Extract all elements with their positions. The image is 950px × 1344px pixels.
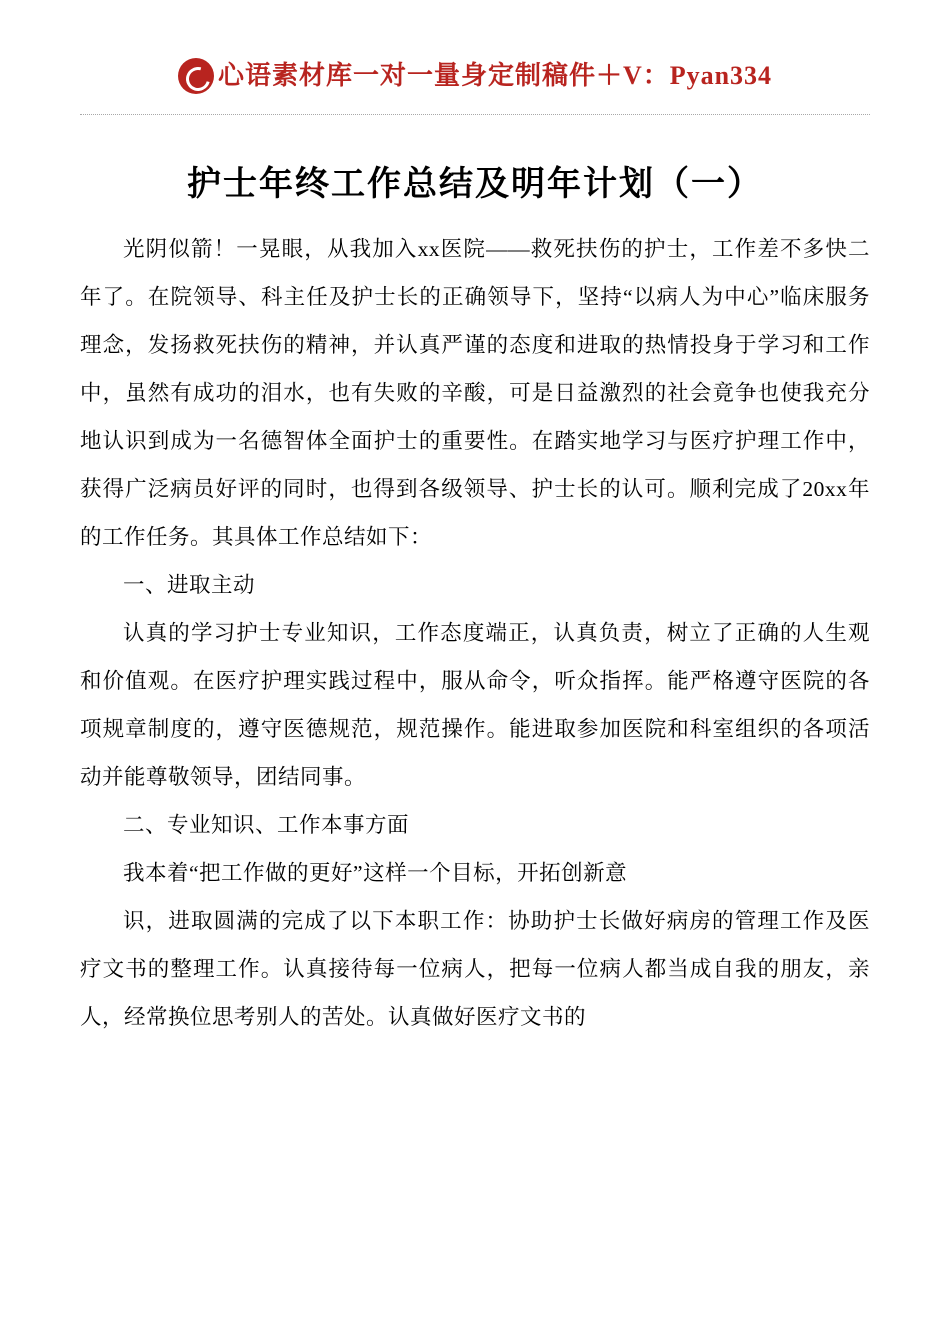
- circular-red-logo-icon: [178, 58, 214, 94]
- paragraph: 识，进取圆满的完成了以下本职工作：协助护士长做好病房的管理工作及医疗文书的整理工作。认真接待每一位病人，把每一位病人都当成自我的朋友，亲人，经常换位思考别人的苦处。认真做好医疗文书的: [80, 909, 870, 1030]
- paragraph: 二、专业知识、工作本事方面: [123, 813, 410, 838]
- header-divider: [80, 114, 870, 115]
- paragraph: 光阴似箭！一晃眼，从我加入xx医院——救死扶伤的护士，工作差不多快二年了。在院领导、科主任及护士长的正确领导下，坚持“以病人为中心”临床服务理念，发扬救死扶伤的精神，并认真严谨的态度和进取的热情投身于学习和工作中，虽然有成功的泪水，也有失败的辛酸，可是日益激烈的社会竟争也使我充分地认识到成为一名德智体全面护士的重要性。在踏实地学习与医疗护理工作中，获得广泛病员好评的同时，也得到各级领导、护士长的认可。顺利完成了20xx年的工作任务。其具体工作总结如下：: [80, 237, 870, 550]
- banner-text: 心语素材库一对一量身定制稿件＋V：Pyan334: [217, 61, 773, 90]
- paragraph: 一、进取主动: [123, 573, 256, 598]
- paragraph: 我本着“把工作做的更好”这样一个目标，开拓创新意: [123, 861, 628, 886]
- page-title: 护士年终工作总结及明年计划（一）: [187, 166, 763, 203]
- watermark-banner: [80, 0, 870, 100]
- paragraph: 认真的学习护士专业知识，工作态度端正，认真负责，树立了正确的人生观和价值观。在医疗护理实践过程中，服从命令，听众指挥。能严格遵守医院的各项规章制度的，遵守医德规范，规范操作。能进取参加医院和科室组织的各项活动并能尊敬领导，团结同事。: [80, 621, 870, 790]
- document-body: [80, 225, 870, 1041]
